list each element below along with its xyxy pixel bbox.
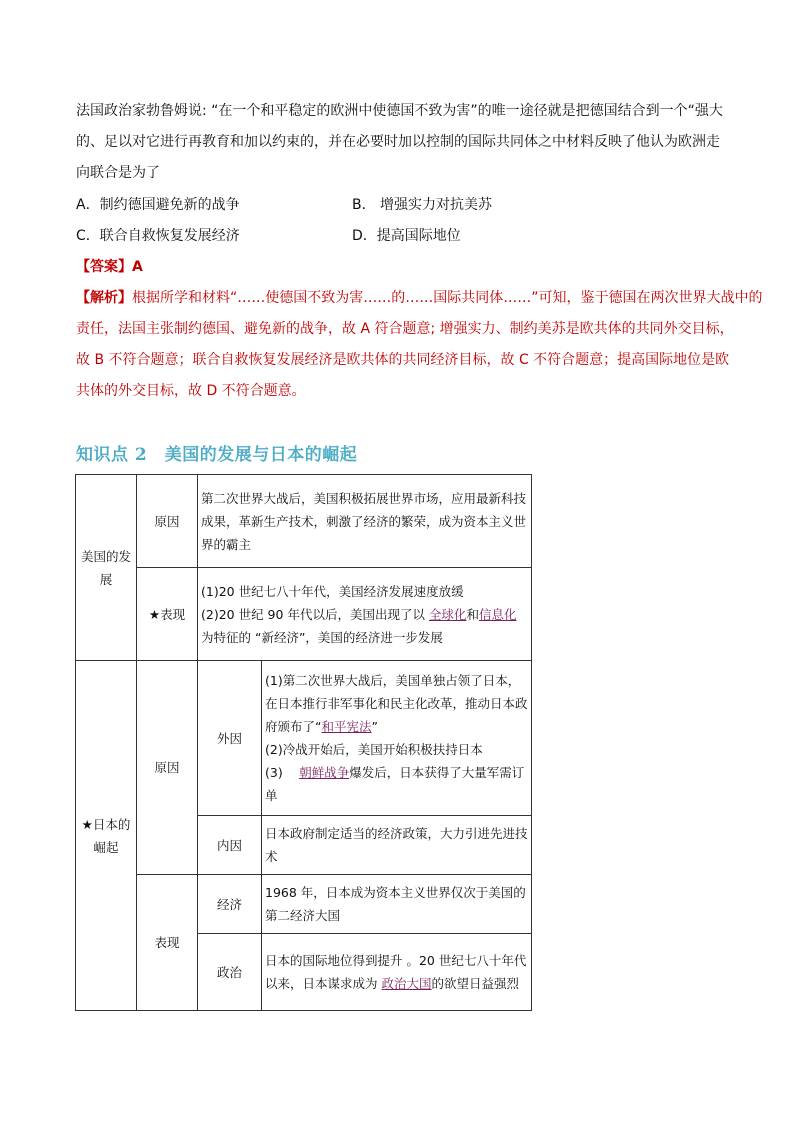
option-a: A．制约德国避免新的战争	[76, 197, 240, 213]
japan-internal-label: 内因	[198, 816, 262, 875]
japan-external-point-1: (1)第二次世界大战后，美国单独占领了日本，在日本推行非军事化和民主化改革，推动日本政府颁布了“和平宪法”	[265, 673, 528, 734]
question-line-2: 的、足以对它进行再教育和加以约束的，并在必要时加以控制的国际共同体之中材料反映了他认为欧洲走	[76, 134, 720, 150]
japan-economy-text: 1968 年，日本成为资本主义世界仅次于美国的第二经济大国	[262, 875, 532, 934]
analysis-line-4: 共体的外交目标，故 D 不符合题意。	[76, 383, 306, 399]
table-row	[76, 475, 532, 568]
peace-constitution-link[interactable]: 和平宪法	[321, 719, 372, 734]
table-row	[76, 875, 532, 934]
option-c: C．联合自救恢复发展经济	[76, 228, 240, 244]
japan-politics-text: 日本的国际地位得到提升 。20 世纪七八十年代以来，日本谋求成为 政治大国的欲望日益强烈	[262, 934, 532, 1011]
japan-rise-header: ★日本的崛起	[76, 661, 137, 1011]
option-b: B． 增强实力对抗美苏	[352, 197, 493, 213]
japan-external-point-2: (2)冷战开始后，美国开始积极扶持日本	[265, 742, 483, 757]
us-performance-point-1: (1)20 世纪七八十年代，美国经济发展速度放缓	[201, 583, 464, 599]
us-performance-point-2: (2)20 世纪 90 年代以后，美国出现了以 全球化和信息化为特征的 “新经济”，美国的经济进一步发展	[201, 606, 517, 645]
japan-economy-label: 经济	[198, 875, 262, 934]
analysis-text-1: 根据所学和材料“……使德国不致为害……的……国际共同体……”可知，鉴于德国在两次世界大战中的	[132, 290, 763, 306]
japan-politics-label: 政治	[198, 934, 262, 1011]
table-row	[76, 568, 532, 661]
answer	[76, 257, 143, 277]
answer-label: 【答案】	[76, 259, 132, 275]
globalization-link[interactable]: 全球化	[428, 606, 467, 622]
informatization-link[interactable]: 信息化	[478, 606, 517, 622]
question-line-3: 向联合是为了	[76, 165, 160, 181]
us-performance-label: ★表现	[137, 568, 198, 661]
table-row	[76, 661, 532, 816]
analysis-line-2: 责任，法国主张制约德国、避免新的战争，故 A 符合题意; 增强实力、制约美苏是欧共体的共同外交目标，	[76, 321, 734, 337]
korean-war-link[interactable]: 朝鲜战争	[299, 765, 350, 780]
us-cause-label: 原因	[137, 475, 198, 568]
knowledge-table	[75, 474, 532, 1011]
japan-cause-label: 原因	[137, 661, 198, 875]
analysis-line-1	[76, 288, 763, 308]
us-development-header: 美国的发展	[76, 475, 137, 661]
section-title: 知识点 2 美国的发展与日本的崛起	[76, 445, 358, 465]
japan-external-point-3: (3) 朝鲜战争爆发后，日本获得了大量军需订单	[265, 765, 525, 803]
japan-external-label: 外因	[198, 661, 262, 816]
question-line-1: 法国政治家勃鲁姆说: “在一个和平稳定的欧洲中使德国不致为害”的唯一途径就是把德国结合到一个“强大	[76, 103, 723, 119]
political-power-link[interactable]: 政治大国	[381, 976, 432, 991]
analysis-line-3: 故 B 不符合题意；联合自救恢复发展经济是欧共体的共同经济目标，故 C 不符合题意；提高国际地位是欧	[76, 352, 730, 368]
japan-external-text	[262, 661, 532, 816]
analysis-label: 【解析】	[76, 290, 132, 306]
option-d: D．提高国际地位	[352, 228, 461, 244]
japan-performance-label: 表现	[137, 875, 198, 1011]
us-cause-text: 第二次世界大战后，美国积极拓展世界市场，应用最新科技成果，革新生产技术，刺激了经济的繁荣，成为资本主义世界的霸主	[198, 475, 532, 568]
japan-internal-text: 日本政府制定适当的经济政策，大力引进先进技术	[262, 816, 532, 875]
answer-value: A	[132, 259, 143, 275]
us-performance-text	[198, 568, 532, 661]
